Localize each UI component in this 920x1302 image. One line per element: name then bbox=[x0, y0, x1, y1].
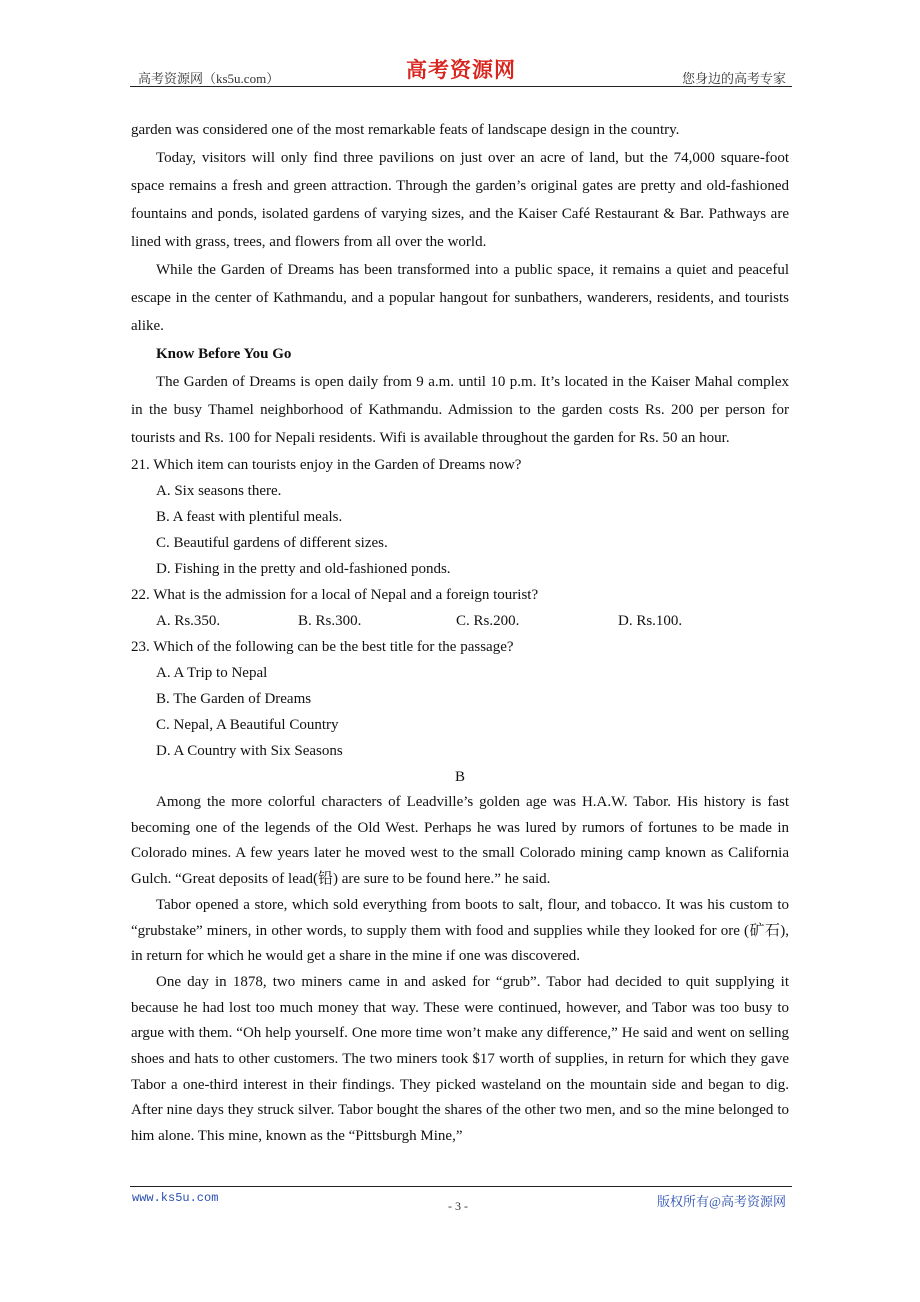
question-22-option-a: A. Rs.350. bbox=[156, 613, 221, 629]
passage-a-info-paragraph: The Garden of Dreams is open daily from 9 a.m. until 10 p.m. It’s located in the Kaiser Mahal complex in the busy Thamel neighborhood of Kathmandu. Admission to the garden costs Rs. 200 per person for tourists and Rs. 100 for Nepali residents. Wifi is available throughout the garden for Rs. 50 an hour. bbox=[131, 374, 789, 446]
passage-a-paragraph: Today, visitors will only find three pavilions on just over an acre of land, but the 74,000 square-foot space remains a fresh and green attraction. Through the garden’s original gates are pretty and old-fashioned fountains and ponds, isolated gardens of varying sizes, and the Kaiser Café Restaurant & Bar. Pathways are lined with grass, trees, and flowers from all over the world. bbox=[131, 150, 789, 250]
question-21-option-a: A. Six seasons there. bbox=[156, 483, 282, 499]
section-heading: Know Before You Go bbox=[156, 346, 292, 362]
question-22-stem: 22. What is the admission for a local of Nepal and a foreign tourist? bbox=[131, 587, 539, 603]
footer-copyright: 版权所有@高考资源网 bbox=[657, 1194, 786, 1209]
footer-website-link[interactable]: www.ks5u.com bbox=[132, 1191, 219, 1205]
header-site-name: 高考资源网（ks5u.com） bbox=[138, 71, 280, 86]
question-22-option-c: C. Rs.200. bbox=[456, 613, 520, 629]
question-21-option-c: C. Beautiful gardens of different sizes. bbox=[156, 535, 388, 551]
page-footer bbox=[130, 1186, 792, 1226]
passage-b-paragraph: Tabor opened a store, which sold everything from boots to salt, flour, and tobacco. It was his custom to “grubstake” miners, in other words, to supply them with food and supplies while they looked for ore (矿石), in return for which he would get a share in the mine if one was discovered. bbox=[131, 896, 789, 965]
question-22-option-d: D. Rs.100. bbox=[618, 613, 683, 629]
question-21-option-b: B. A feast with plentiful meals. bbox=[156, 509, 343, 525]
page-number: - 3 - bbox=[448, 1199, 468, 1213]
question-21-stem: 21. Which item can tourists enjoy in the Garden of Dreams now? bbox=[131, 457, 522, 473]
passage-b-paragraph: One day in 1878, two miners came in and asked for “grub”. Tabor had decided to quit supplying it because he had lost too much money that way. These were continued, however, and Tabor was too busy to argue with them. “Oh help yourself. One more time won’t make any difference,” He said and went on selling shoes and hats to other customers. The two miners took $17 worth of supplies, in return for which they gave Tabor a one-third interest in their findings. They picked wasteland on the mountain side and began to dig. After nine days they struck silver. Tabor bought the shares of the other two men, and so the mine belonged to him alone. This mine, known as the “Pittsburgh Mine,” bbox=[131, 973, 789, 1145]
question-23-option-c: C. Nepal, A Beautiful Country bbox=[156, 717, 339, 733]
passage-b-paragraph: Among the more colorful characters of Leadville’s golden age was H.A.W. Tabor. His history is fast becoming one of the legends of the Old West. Perhaps he was lured by rumors of fortunes to be made in Colorado mines. A few years later he moved west to the small Colorado mining camp known as California Gulch. “Great deposits of lead(铅) are sure to be found here.” he said. bbox=[131, 794, 789, 888]
question-22-options bbox=[131, 608, 789, 634]
question-23-option-b: B. The Garden of Dreams bbox=[156, 691, 312, 707]
question-23-option-d: D. A Country with Six Seasons bbox=[156, 743, 343, 759]
footer-divider bbox=[130, 1186, 792, 1187]
passage-a-paragraph: garden was considered one of the most remarkable feats of landscape design in the country. bbox=[131, 122, 680, 138]
header-divider bbox=[130, 86, 792, 87]
question-23-option-a: A. A Trip to Nepal bbox=[156, 665, 268, 681]
passage-b-label: B bbox=[454, 769, 465, 785]
question-21-option-d: D. Fishing in the pretty and old-fashioned ponds. bbox=[156, 561, 451, 577]
question-22-option-b: B. Rs.300. bbox=[298, 613, 362, 629]
header-logo: 高考资源网 bbox=[406, 58, 516, 82]
header-slogan: 您身边的高考专家 bbox=[681, 71, 786, 86]
document-body bbox=[131, 116, 789, 1150]
passage-a-paragraph: While the Garden of Dreams has been transformed into a public space, it remains a quiet and peaceful escape in the center of Kathmandu, and a popular hangout for sunbathers, wanderers, residents, and tourists alike. bbox=[131, 262, 789, 334]
page-header bbox=[130, 52, 792, 88]
question-23-stem: 23. Which of the following can be the best title for the passage? bbox=[131, 639, 514, 655]
